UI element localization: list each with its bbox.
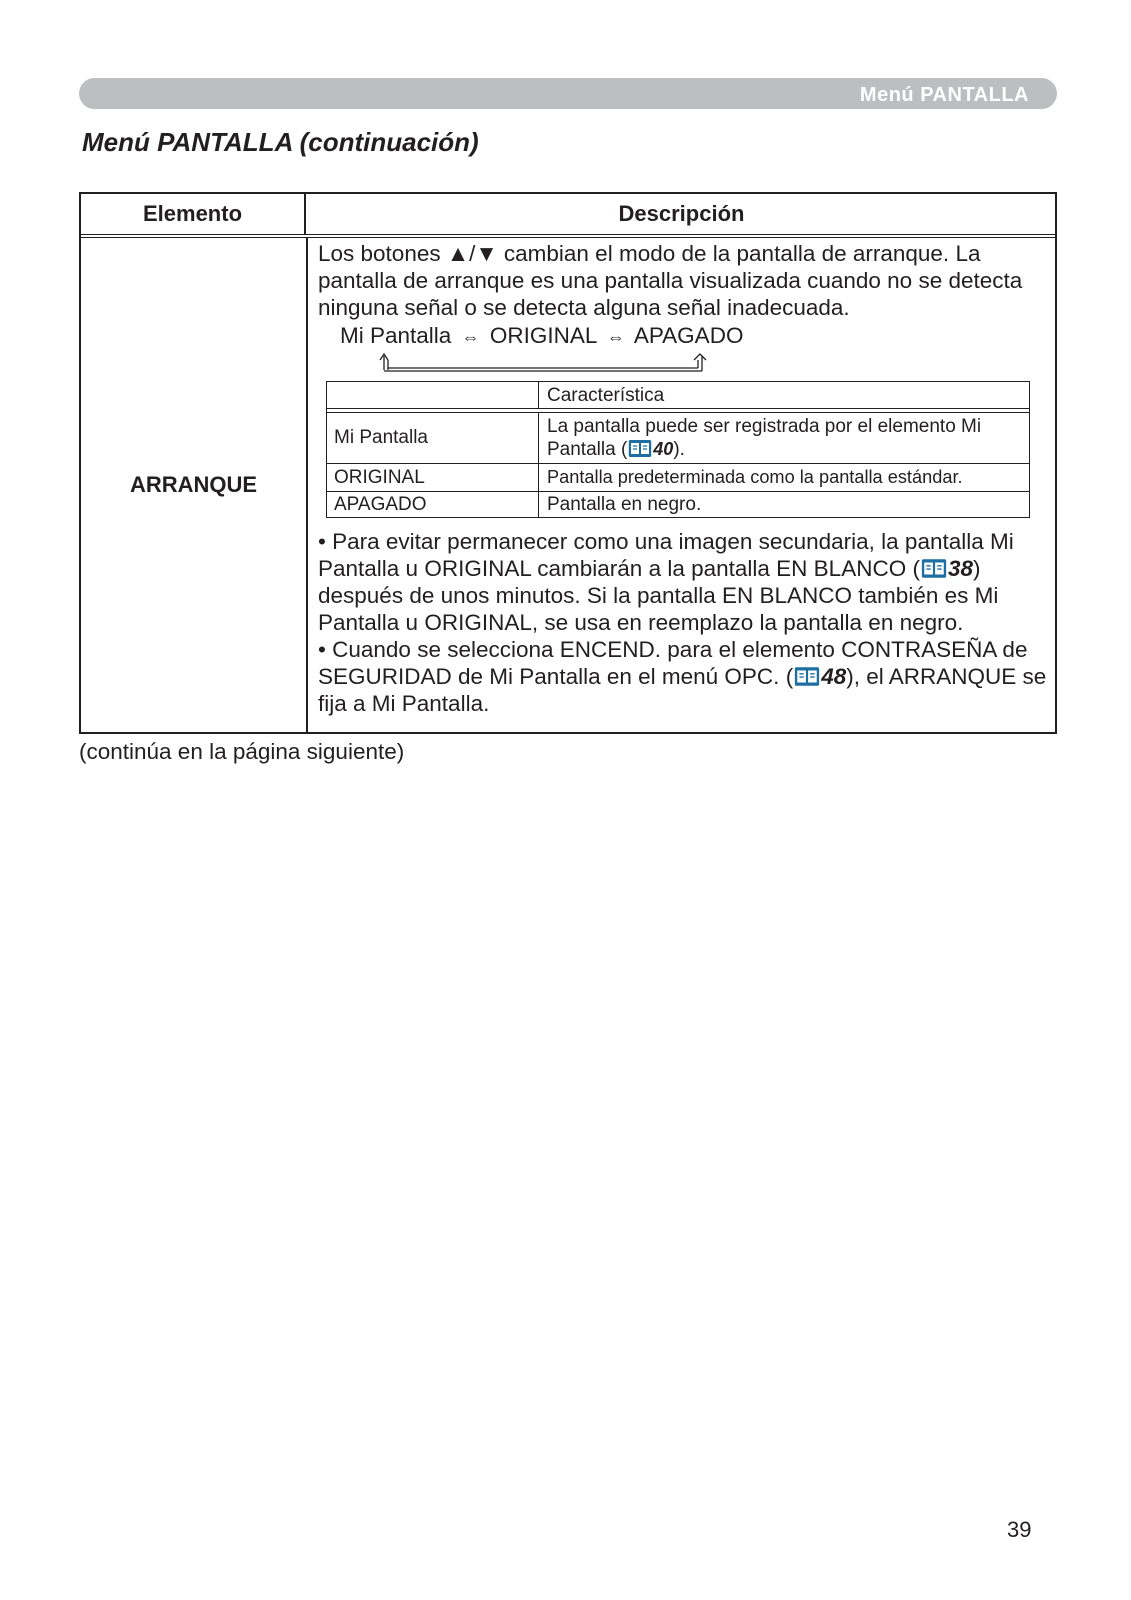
startup-options-table [326, 381, 1030, 518]
book-icon [794, 666, 820, 687]
option-description-text: Pantalla predeterminada como la pantalla estándar. [547, 467, 963, 487]
option-name: Mi Pantalla [327, 413, 539, 463]
item-name-text: ARRANQUE [129, 472, 258, 497]
continue-note: (continúa en la página siguiente) [79, 739, 405, 764]
note-text: • Para evitar permanecer como una imagen secundaria, la pantalla Mi Pantalla u ORIGINAL cambiarán a la pantalla EN BLANCO ( [318, 529, 1014, 581]
item-name [81, 238, 306, 732]
option-name: APAGADO [327, 492, 539, 517]
options-header-feature [547, 382, 1025, 408]
table-row [327, 464, 1029, 492]
cycle-return-arrow-icon [378, 350, 708, 374]
options-header-row [327, 382, 1029, 409]
book-icon [628, 439, 652, 458]
option-description-suffix: ). [673, 439, 685, 460]
book-icon [921, 558, 947, 579]
page-reference: 48 [821, 664, 847, 689]
page-title: Menú PANTALLA (continuación) [82, 127, 479, 157]
column-header-item: Elemento [81, 194, 306, 234]
option-description [547, 492, 1025, 517]
note-text-suffix: ) después de unos minutos. Si la pantalla EN BLANCO también es Mi Pantalla u ORIGINAL, se usa en reemplazo la pantalla en negro. [318, 556, 999, 635]
column-divider [306, 238, 308, 732]
note-blank-screen [318, 528, 1053, 636]
cycle-option-mi-pantalla: Mi Pantalla [340, 323, 452, 348]
note-text-suffix: ), el ARRANQUE se fija a Mi Pantalla. [318, 664, 1047, 716]
option-name: ORIGINAL [327, 464, 539, 491]
cycle-option-apagado: APAGADO [633, 323, 744, 348]
option-description-text: Pantalla en negro. [547, 494, 702, 515]
double-arrow-icon: ⇔ [606, 327, 625, 347]
column-header-description: Descripción [618, 201, 745, 226]
option-description-text: La pantalla puede ser registrada por el elemento Mi Pantalla ( [547, 416, 982, 460]
note-text: • Cuando se selecciona ENCEND. para el elemento CONTRASEÑA de SEGURIDAD de Mi Pantalla en el menú OPC. ( [318, 637, 1028, 689]
page-reference: 40 [653, 439, 674, 459]
notes [318, 528, 1053, 717]
option-description [547, 464, 1025, 491]
description-intro: Los botones ▲/▼ cambian el modo de la pantalla de arranque. La pantalla de arranque es una pantalla visualizada cuando no se detecta ninguna señal o se detecta alguna señal inadecuada. [318, 241, 1023, 320]
mode-cycle [340, 322, 743, 351]
options-header-label: Característica [547, 384, 665, 406]
double-arrow-icon: ⇔ [461, 327, 480, 347]
section-header-bar [79, 78, 1057, 109]
table-row [327, 413, 1029, 464]
description-cell [318, 238, 1047, 732]
options-header-empty [327, 382, 539, 408]
page-reference: 38 [947, 556, 973, 581]
page-number: 39 [1007, 1517, 1032, 1542]
section-label: Menú PANTALLA [859, 84, 1029, 106]
option-description [547, 413, 1025, 463]
cycle-option-original: ORIGINAL [489, 323, 597, 348]
menu-table [79, 192, 1057, 734]
note-password [318, 636, 1053, 717]
table-row [327, 492, 1029, 517]
